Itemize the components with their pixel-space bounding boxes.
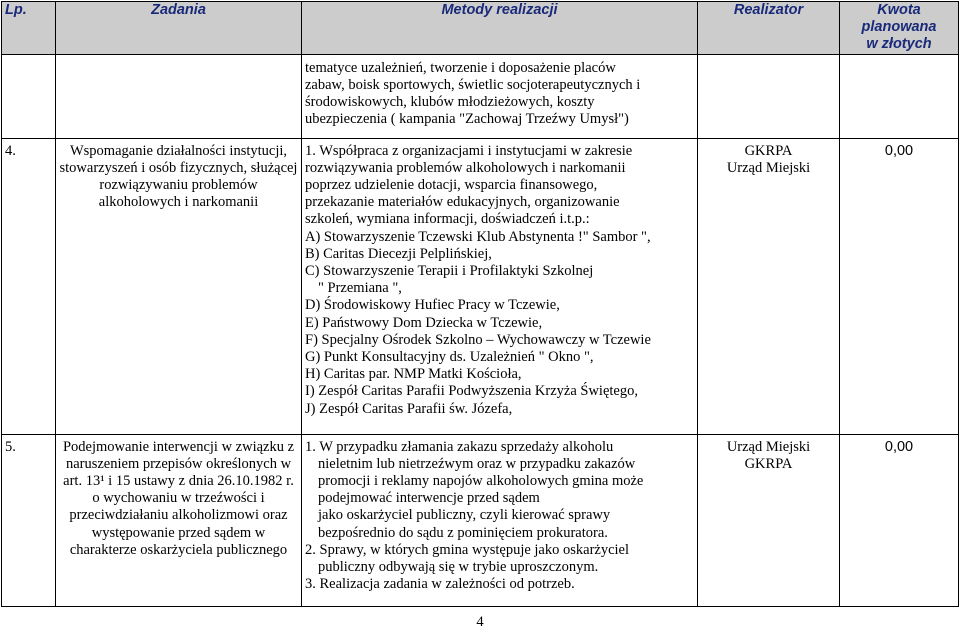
header-lp: Lp. bbox=[2, 2, 56, 55]
method-line: B) Caritas Diecezji Pelplińskiej, bbox=[305, 245, 492, 262]
method-line: " Przemiana ", bbox=[318, 280, 402, 297]
method-line: szkoleń, wymiana informacji, doświadczeń i.t.p.: bbox=[305, 211, 590, 228]
row-executor bbox=[698, 138, 840, 434]
row-task: Wspomaganie działalności instytucji, stowarzyszeń i osób fizycznych, służącej rozwiązywaniu problemów alkoholowych i narkomanii bbox=[56, 138, 302, 434]
method-line: tematyce uzależnień, tworzenie i doposażenie placów bbox=[305, 59, 616, 76]
method-line: F) Specjalny Ośrodek Szkolno – Wychowawczy w Tczewie bbox=[305, 331, 651, 348]
method-line: I) Zespół Caritas Parafii Podwyższenia Krzyża Świętego, bbox=[305, 383, 638, 400]
row-methods bbox=[302, 434, 698, 606]
table-row bbox=[2, 138, 959, 434]
row-task bbox=[56, 54, 302, 138]
executor-line: Urząd Miejski bbox=[726, 159, 811, 176]
method-line: promocji i reklamy napojów alkoholowych gmina może bbox=[318, 473, 644, 490]
method-line: 1. Współpraca z organizacjami i instytucjami w zakresie bbox=[305, 142, 633, 159]
method-line: zabaw, boisk sportowych, świetlic socjoterapeutycznych i bbox=[305, 76, 641, 93]
method-line: J) Zespół Caritas Parafii św. Józefa, bbox=[305, 400, 513, 417]
method-line: środowiskowych, klubów młodzieżowych, koszty bbox=[305, 94, 595, 111]
method-line: G) Punkt Konsultacyjny ds. Uzależnień " Okno ", bbox=[305, 349, 594, 366]
executor-line: Urząd Miejski bbox=[726, 438, 811, 455]
row-methods bbox=[302, 54, 698, 138]
header-amount-line2: w złotych bbox=[866, 36, 932, 53]
method-line: podejmować interwencje przed sądem bbox=[318, 490, 540, 507]
method-line: rozwiązywania problemów alkoholowych i narkomanii bbox=[305, 159, 626, 176]
row-lp: 5. bbox=[2, 434, 56, 606]
header-amount-line1: Kwota planowana bbox=[861, 2, 937, 36]
method-line: bezpośrednio do sądu z pominięciem prokuratora. bbox=[318, 524, 608, 541]
row-methods bbox=[302, 138, 698, 434]
method-line: 3. Realizacja zadania w zależności od potrzeb. bbox=[305, 576, 575, 593]
row-amount bbox=[840, 54, 959, 138]
table-header-row bbox=[2, 2, 959, 55]
executor-line: GKRPA bbox=[744, 142, 793, 159]
table-row bbox=[2, 434, 959, 606]
row-lp bbox=[2, 54, 56, 138]
row-amount: 0,00 bbox=[840, 434, 959, 606]
method-line: przekazanie materiałów edukacyjnych, organizowanie bbox=[305, 194, 620, 211]
plan-table bbox=[1, 1, 959, 607]
method-line: H) Caritas par. NMP Matki Kościoła, bbox=[305, 366, 522, 383]
executor-line: GKRPA bbox=[744, 455, 793, 472]
header-methods: Metody realizacji bbox=[302, 2, 698, 55]
method-line: jako oskarżyciel publiczny, czyli kierować sprawy bbox=[318, 507, 611, 524]
header-tasks: Zadania bbox=[56, 2, 302, 55]
method-line: poprzez udzielenie dotacji, wsparcia finansowego, bbox=[305, 177, 598, 194]
page-number: 4 bbox=[476, 614, 484, 630]
row-lp: 4. bbox=[2, 138, 56, 434]
row-executor bbox=[698, 54, 840, 138]
method-line: publiczny odbywają się w trybie uproszczonym. bbox=[318, 559, 599, 576]
row-task: Podejmowanie interwencji w związku z naruszeniem przepisów określonych w art. 13¹ i 15 ustawy z dnia 26.10.1982 r. o wychowaniu w trzeźwości i przeciwdziałaniu alkoholizmowi oraz występowanie przed sądem w charakterze oskarżyciela publicznego bbox=[56, 434, 302, 606]
row-executor bbox=[698, 434, 840, 606]
method-line: 1. W przypadku złamania zakazu sprzedaży alkoholu bbox=[305, 438, 614, 455]
row-amount: 0,00 bbox=[840, 138, 959, 434]
method-line: nieletnim lub nietrzeźwym oraz w przypadku zakazów bbox=[318, 455, 636, 472]
method-line: A) Stowarzyszenie Tczewski Klub Abstynenta !" Sambor ", bbox=[305, 228, 651, 245]
header-amount bbox=[840, 2, 959, 55]
header-executor: Realizator bbox=[698, 2, 840, 55]
method-line: 2. Sprawy, w których gmina występuje jako oskarżyciel bbox=[305, 541, 630, 558]
method-line: C) Stowarzyszenie Terapii i Profilaktyki Szkolnej bbox=[305, 263, 594, 280]
method-line: E) Państwowy Dom Dziecka w Tczewie, bbox=[305, 314, 543, 331]
method-line: ubezpieczenia ( kampania "Zachowaj Trzeźwy Umysł") bbox=[305, 111, 629, 128]
method-line: D) Środowiskowy Hufiec Pracy w Tczewie, bbox=[305, 297, 560, 314]
table-row bbox=[2, 54, 959, 138]
